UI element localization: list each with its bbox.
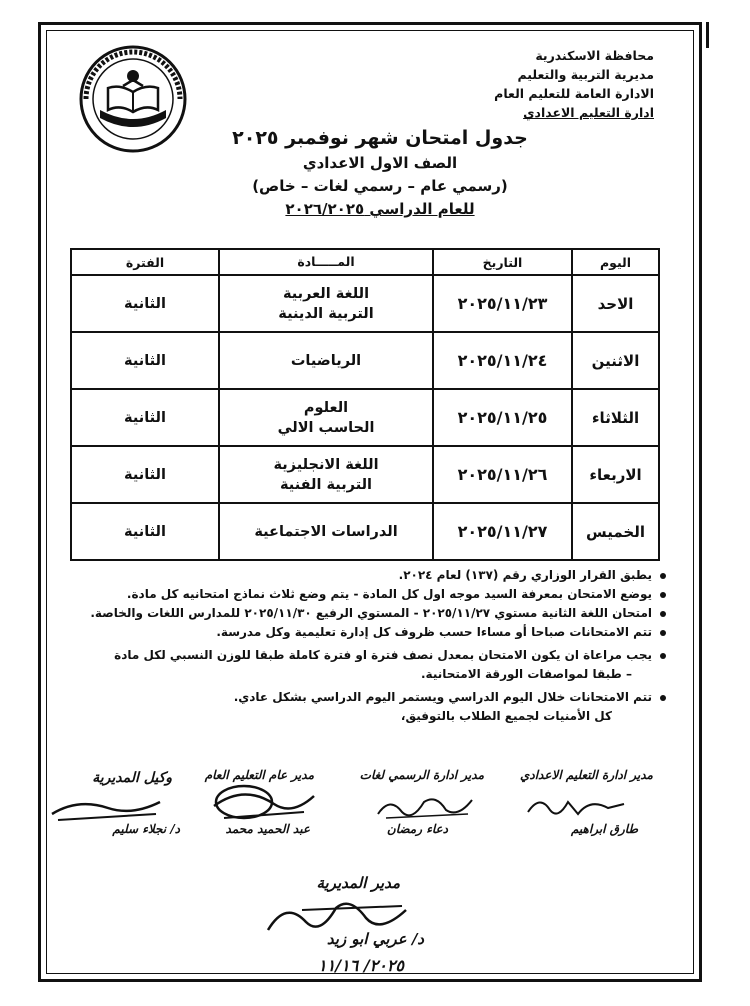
date-cell: ٢٠٢٥/١١/٢٦: [432, 447, 571, 502]
signature-title-director: مدير المديرية: [316, 874, 400, 892]
department-line: ادارة التعليم الاعدادي: [523, 105, 654, 120]
letterhead: [414, 46, 654, 122]
signature-name-official-lang: دعاء رمضان: [386, 822, 448, 836]
list-item: تتم الامتحانات خلال اليوم الدراسي ويستمر اليوم الدراسي بشكل عادي.: [68, 688, 668, 707]
list-item: يوضع الامتحان بمعرفة السيد موجه اول كل المادة - يتم وضع ثلاث نماذج امتحانيه كل مادة.: [68, 585, 668, 604]
period-cell: الثانية: [124, 409, 166, 426]
list-item-line: يجب مراعاة ان يكون الامتحان بمعدل نصف فترة او فترة كاملة طبقا للوزن النسبي لكل مادة: [114, 648, 652, 662]
period-cell: الثانية: [124, 352, 166, 369]
signature-title-official-lang: مدير ادارة الرسمي لغات: [359, 768, 484, 782]
subject-line: الرياضيات: [290, 352, 362, 369]
signature-scribble-deputy: [48, 792, 168, 826]
list-item: يطبق القرار الوزاري رقم (١٣٧) لعام ٢٠٢٤.: [68, 566, 668, 585]
period-cell: الثانية: [124, 523, 166, 540]
period-cell: الثانية: [124, 295, 166, 312]
table-row: [72, 502, 658, 559]
day-cell: الخميس: [571, 504, 658, 559]
header-subject: المـــــادة: [218, 250, 432, 274]
subject-cell: [218, 276, 432, 331]
day-cell: الثلاثاء: [571, 390, 658, 445]
exam-schedule-table: [70, 248, 660, 561]
subject-line: التربية الدينية: [278, 305, 374, 322]
date-cell: ٢٠٢٥/١١/٢٧: [432, 504, 571, 559]
table-row: [72, 388, 658, 445]
subject-line: اللغة العربية: [282, 285, 370, 302]
day-cell: الاحد: [571, 276, 658, 331]
list-item: [68, 646, 668, 684]
header-period: الفترة: [125, 254, 165, 270]
list-item-line: – طبقا لمواصفات الورقة الامتحانية.: [421, 667, 632, 681]
list-item: امتحان اللغة الثانية مستوي ٢٠٢٥/١١/٢٧ - المستوي الرفيع ٢٠٢٥/١١/٣٠ للمدارس اللغات والخاصة.: [68, 604, 668, 623]
subject-line: التربية الفنية: [279, 476, 373, 493]
signature-scribble-general-ed: [204, 776, 324, 826]
signature-title-deputy: وكيل المديرية: [92, 770, 172, 786]
school-types-line: (رسمي عام – رسمي لغات – خاص): [252, 177, 508, 195]
table-row: [72, 445, 658, 502]
signature-title-general-ed: مدير عام التعليم العام: [204, 768, 314, 782]
subject-cell: [218, 504, 432, 559]
header-day: اليوم: [571, 250, 658, 274]
date-cell: ٢٠٢٥/١١/٢٤: [432, 333, 571, 388]
list-item: تتم الامتحانات صباحا أو مساءا حسب ظروف كل إدارة تعليمية وكل مدرسة.: [68, 623, 668, 642]
subject-cell: [218, 447, 432, 502]
closing-wishes: كل الأمنيات لجميع الطلاب بالتوفيق،: [400, 709, 612, 723]
day-cell: الاثنين: [571, 333, 658, 388]
subject-line: اللغة الانجليزية: [273, 456, 379, 473]
signature-name-director: د/ عربي ابو زيد: [326, 930, 424, 948]
period-cell: الثانية: [124, 466, 166, 483]
table-header-row: [72, 250, 658, 274]
subject-cell: [218, 390, 432, 445]
scan-edge-mark: [706, 22, 709, 48]
day-cell: الاربعاء: [571, 447, 658, 502]
subject-line: الدراسات الاجتماعية: [254, 523, 398, 540]
governorate-line: محافظة الاسكندرية: [535, 48, 654, 63]
directorate-line: مديرية التربية والتعليم: [517, 67, 654, 82]
instructions-list: [68, 566, 668, 726]
title-block: [170, 124, 590, 221]
signature-name-deputy: د/ نجلاء سليم: [112, 822, 180, 836]
table-row: [72, 274, 658, 331]
signature-scribble-prep-ed: [520, 790, 630, 820]
date-cell: ٢٠٢٥/١١/٢٣: [432, 276, 571, 331]
signature-title-prep-ed: مدير ادارة التعليم الاعدادي: [519, 768, 653, 782]
signature-name-prep-ed: طارق ابراهيم: [570, 822, 638, 836]
grade-line: الصف الاول الاعدادي: [302, 154, 458, 172]
date-cell: ٢٠٢٥/١١/٢٥: [432, 390, 571, 445]
header-date: التاريخ: [432, 250, 571, 274]
page-title: جدول امتحان شهر نوفمبر ٢٠٢٥: [232, 127, 528, 149]
subject-line: العلوم: [303, 399, 349, 416]
handwritten-date: ٢٠٢٥/ ١١/١٦: [317, 956, 404, 975]
academic-year-line: للعام الدراسي ٢٠٢٦/٢٠٢٥: [285, 200, 475, 218]
signature-name-general-ed: عبد الحميد محمد: [225, 822, 310, 836]
table-row: [72, 331, 658, 388]
signature-scribble-official-lang: [372, 788, 482, 824]
subject-cell: [218, 333, 432, 388]
subject-line: الحاسب الالي: [277, 419, 375, 436]
general-admin-line: الادارة العامة للتعليم العام: [494, 86, 654, 101]
